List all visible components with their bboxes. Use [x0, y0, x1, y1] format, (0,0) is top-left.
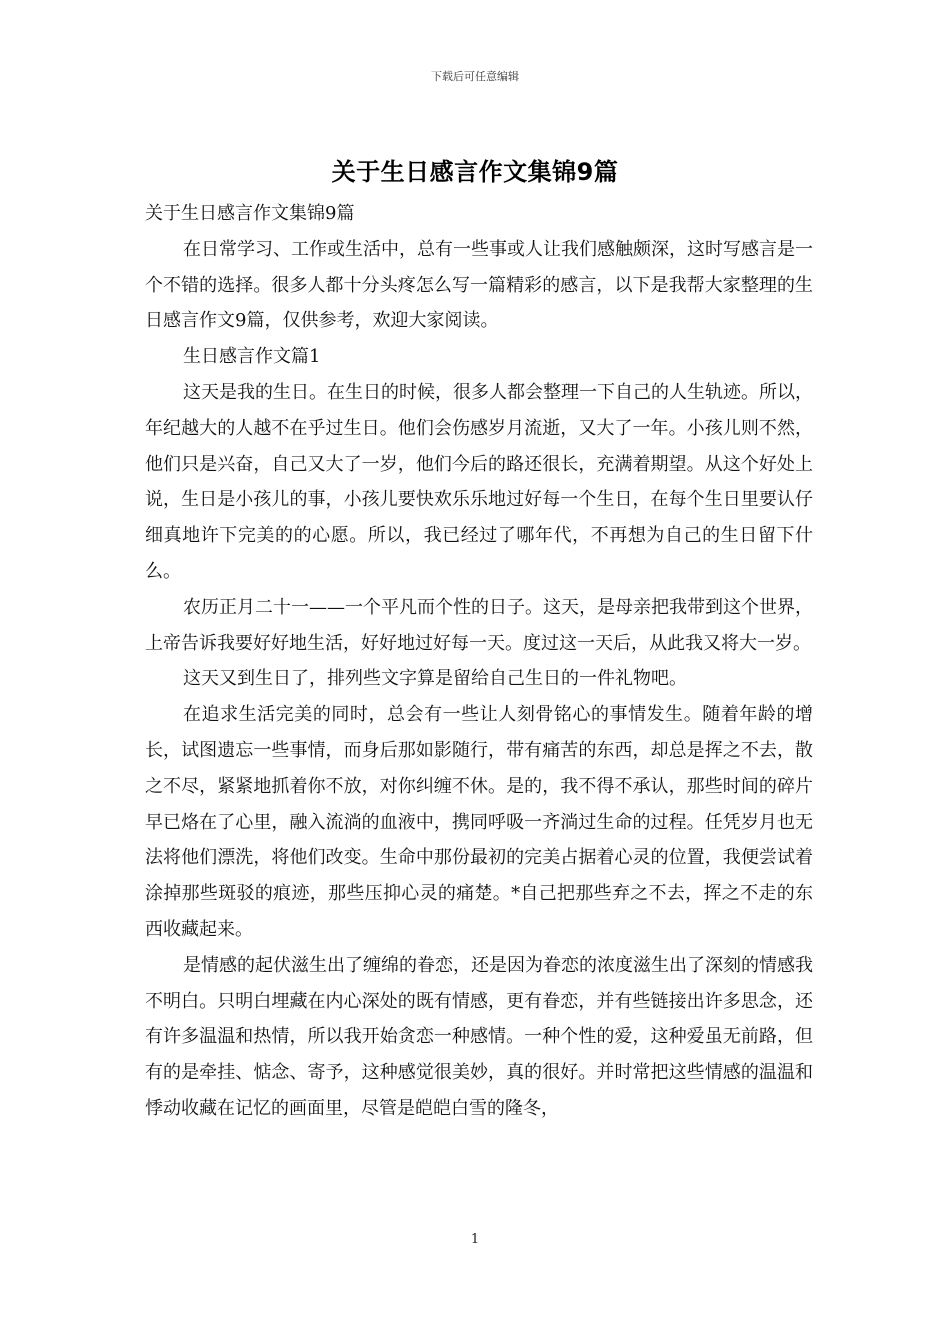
page-header-note: 下载后可任意编辑	[431, 70, 519, 83]
body-paragraph: 这天是我的生日。在生日的时候，很多人都会整理一下自己的人生轨迹。所以，年纪越大的人越不在乎过生日。他们会伤感岁月流逝，又大了一年。小孩儿则不然，他们只是兴奋，自己又大了一岁，他们今后的路还很长，充满着期望。从这个好处上说，生日是小孩儿的事，小孩儿要快欢乐乐地过好每一个生日，在每个生日里要认仔细真地许下完美的的心愿。所以，我已经过了哪年代，不再想为自己的生日留下什么。	[145, 381, 813, 582]
subtitle-paragraph: 关于生日感言作文集锦9篇	[145, 203, 355, 224]
body-paragraph: 这天又到生日了，排列些文字算是留给自己生日的一件礼物吧。	[183, 668, 687, 690]
section-heading: 生日感言作文篇1	[183, 346, 321, 368]
document-title: 关于生日感言作文集锦9篇	[331, 158, 619, 186]
page-number: 1	[470, 1232, 480, 1247]
body-paragraph: 在追求生活完美的同时，总会有一些让人刻骨铭心的事情发生。随着年龄的增长，试图遗忘一些事情，而身后那如影随行，带有痛苦的东西，却总是挥之不去，散之不尽，紧紧地抓着你不放，对你纠缠不休。是的，我不得不承认，那些时间的碎片早已烙在了心里，融入流淌的血液中，携同呼吸一齐淌过生命的过程。任凭岁月也无法将他们漂洗，将他们改变。生命中那份最初的完美占据着心灵的位置，我便尝试着涂掉那些斑驳的痕迹，那些压抑心灵的痛楚。*自己把那些弃之不去，挥之不走的东西收藏起来。	[145, 704, 813, 940]
document-body	[145, 196, 813, 1127]
body-paragraph: 农历正月二十一——一个平凡而个性的日子。这天，是母亲把我带到这个世界，上帝告诉我要好好地生活，好好地过好每一天。度过这一天后，从此我又将大一岁。	[145, 596, 813, 654]
intro-paragraph: 在日常学习、工作或生活中，总有一些事或人让我们感触颇深，这时写感言是一个不错的选择。很多人都十分头疼怎么写一篇精彩的感言，以下是我帮大家整理的生日感言作文9篇，仅供参考，欢迎大家阅读。	[145, 238, 813, 332]
body-paragraph: 是情感的起伏滋生出了缠绵的眷恋，还是因为眷恋的浓度滋生出了深刻的情感我不明白。只明白埋藏在内心深处的既有情感，更有眷恋，并有些链接出许多思念，还有许多温温和热情，所以我开始贪恋一种感情。一种个性的爱，这种爱虽无前路，但有的是牵挂、惦念、寄予，这种感觉很美妙，真的很好。并时常把这些情感的温温和悸动收藏在记忆的画面里，尽管是皑皑白雪的隆冬，	[145, 954, 813, 1119]
